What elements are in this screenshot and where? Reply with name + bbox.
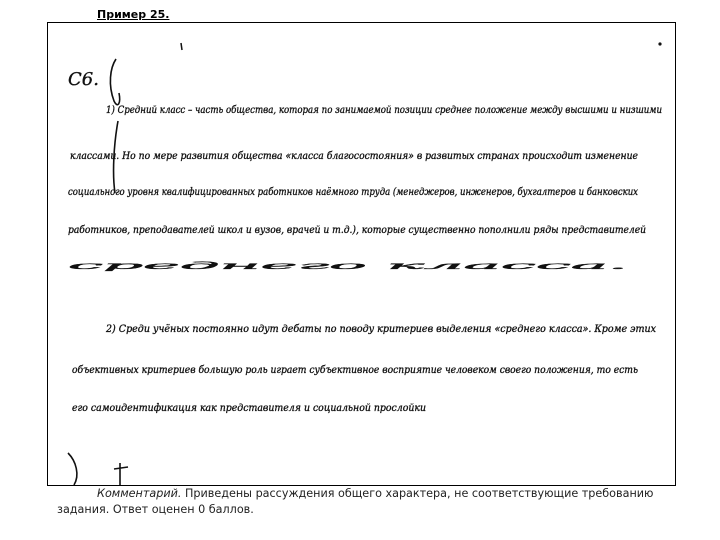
- commentary-text: Приведены рассуждения общего характера, не соответствующие требованию задания. Ответ оценен 0 баллов.: [57, 487, 654, 516]
- handwritten-line: среднего класса.: [68, 260, 628, 272]
- stray-mark: [181, 43, 182, 50]
- initial-stroke: [114, 463, 128, 485]
- initial-stroke: [110, 59, 119, 105]
- handwritten-line: социального уровня квалифицированных работников наёмного труда (менеджеров, инженеров, бухгалтеров и банковских: [68, 186, 639, 198]
- stray-mark: [658, 42, 661, 45]
- handwritten-line: его самоидентификация как представителя и социальной прослойки: [72, 402, 427, 414]
- commentary: [57, 486, 687, 518]
- handwriting-canvas: [48, 23, 675, 485]
- initial-stroke: [68, 453, 77, 485]
- commentary-label: Комментарий.: [97, 487, 182, 500]
- handwritten-answer-scan: [47, 22, 676, 486]
- handwritten-line: 1) Средний класс – часть общества, которая по занимаемой позиции среднее положение между высшими и низшими: [106, 104, 663, 116]
- handwritten-line: работников, преподавателей школ и вузов, врачей и т.д.), которые существенно пополнили ряды представителей: [68, 224, 647, 236]
- handwritten-line: классами. Но по мере развития общества «класса благосостояния» в развитых странах происходит изменение: [70, 150, 638, 162]
- handwritten-line: С6.: [68, 69, 99, 90]
- handwritten-line: 2) Среди учёных постоянно идут дебаты по поводу критериев выделения «среднего класса». Кроме этих: [105, 323, 657, 335]
- handwritten-line: объективных критериев большую роль играет субъективное восприятие человеком своего положения, то есть: [72, 364, 639, 376]
- example-heading: Пример 25.: [97, 8, 170, 21]
